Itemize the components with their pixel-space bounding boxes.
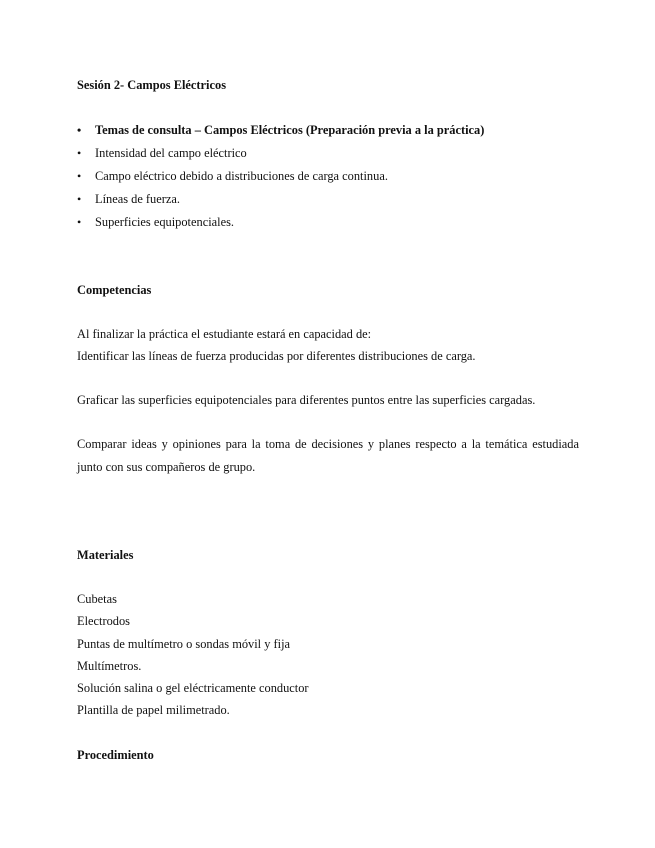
- bullet-icon: •: [77, 169, 82, 183]
- procedimiento-heading: Procedimiento: [77, 748, 154, 762]
- material-item: Plantilla de papel milimetrado.: [77, 703, 230, 717]
- competencia-item-continuation: junto con sus compañeros de grupo.: [77, 460, 256, 474]
- material-item: Puntas de multímetro o sondas móvil y fija: [77, 637, 291, 651]
- bullet-icon: •: [77, 192, 82, 206]
- material-item: Multímetros.: [77, 659, 142, 673]
- session-title: Sesión 2- Campos Eléctricos: [77, 78, 227, 92]
- topic-item-text: Líneas de fuerza.: [95, 192, 180, 206]
- competencia-item: Comparar ideas y opiniones para la toma de decisiones y planes respecto a la temática estudiada: [77, 437, 579, 451]
- bullet-icon: •: [77, 123, 82, 137]
- topics-heading: Temas de consulta – Campos Eléctricos (Preparación previa a la práctica): [95, 123, 485, 137]
- material-item: Solución salina o gel eléctricamente conductor: [77, 681, 309, 695]
- list-item: [77, 168, 388, 184]
- bullet-icon: •: [77, 215, 82, 229]
- bullet-icon: •: [77, 146, 82, 160]
- materiales-heading: Materiales: [77, 548, 134, 562]
- list-item: [77, 145, 247, 161]
- topic-item-text: Campo eléctrico debido a distribuciones de carga continua.: [95, 169, 388, 183]
- competencia-item: Graficar las superficies equipotenciales para diferentes puntos entre las superficies cargadas.: [77, 393, 536, 407]
- competencias-heading: Competencias: [77, 283, 152, 297]
- list-item: [77, 191, 180, 207]
- competencias-intro: Al finalizar la práctica el estudiante estará en capacidad de:: [77, 327, 372, 341]
- list-item: [77, 214, 234, 230]
- topic-item-text: Superficies equipotenciales.: [95, 215, 235, 229]
- topic-item-text: Intensidad del campo eléctrico: [95, 146, 247, 160]
- material-item: Cubetas: [77, 592, 117, 606]
- topics-heading-item: [77, 122, 484, 138]
- material-item: Electrodos: [77, 614, 130, 628]
- competencia-item: Identificar las líneas de fuerza producidas por diferentes distribuciones de carga.: [77, 349, 476, 363]
